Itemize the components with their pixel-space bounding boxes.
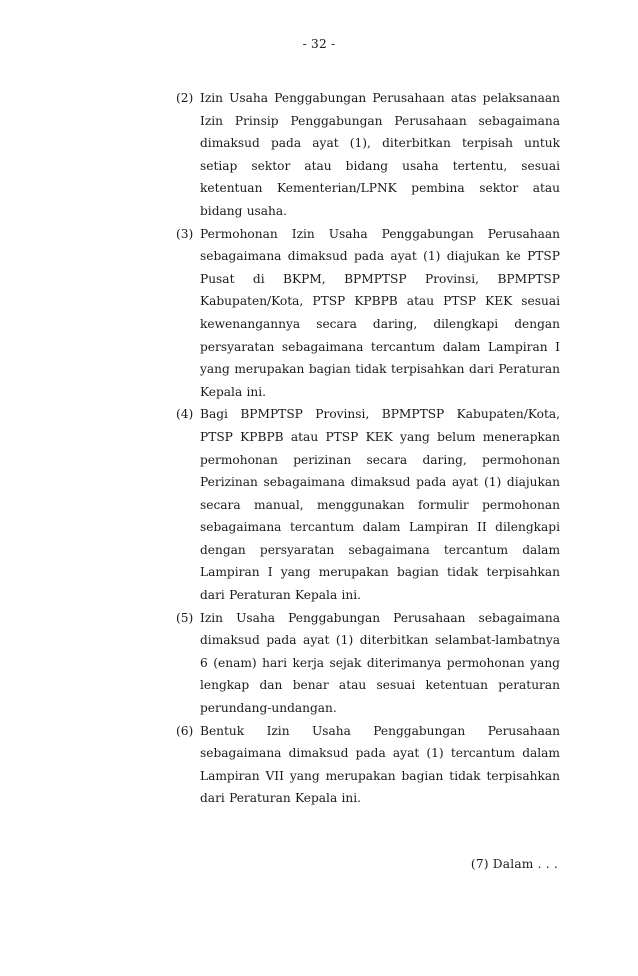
paragraph-2 — [176, 87, 560, 223]
next-page-reference: (7) Dalam . . . — [470, 857, 558, 871]
document-body — [176, 87, 560, 810]
paragraph-5 — [176, 607, 560, 720]
paragraph-number: (3) — [176, 226, 194, 241]
paragraph-number: (6) — [176, 723, 194, 738]
paragraph-text: Bentuk Izin Usaha Penggabungan Perusahaan sebagaimana dimaksud pada ayat (1) tercantum dalam Lampiran VII yang merupakan bagian tidak terpisahkan dari Peraturan Kepala ini. — [200, 723, 560, 806]
paragraph-number: (5) — [176, 610, 194, 625]
paragraph-number: (4) — [176, 407, 194, 422]
paragraph-number: (2) — [176, 91, 194, 105]
paragraph-text: Izin Usaha Penggabungan Perusahaan sebagaimana dimaksud pada ayat (1) diterbitkan selambat-lambatnya 6 (enam) hari kerja sejak diterimanya permohonan yang lengkap dan benar atau sesuai ketentuan peraturan perundang-undangan. — [200, 610, 560, 716]
paragraph-3 — [176, 223, 560, 404]
page-number: - 32 - — [302, 37, 336, 51]
paragraph-6 — [176, 720, 560, 810]
paragraph-text: Izin Usaha Penggabungan Perusahaan atas pelaksanaan Izin Prinsip Penggabungan Perusahaan sebagaimana dimaksud pada ayat (1), diterbitkan terpisah untuk setiap sektor atau bidang usaha tertentu, sesuai ketentuan Kementerian/LPNK pembina sektor atau bidang usaha. — [200, 91, 560, 218]
paragraph-text: Permohonan Izin Usaha Penggabungan Perusahaan sebagaimana dimaksud pada ayat (1) diajukan ke PTSP Pusat di BKPM, BPMPTSP Provinsi, BPMPTSP Kabupaten/Kota, PTSP KPBPB atau PTSP KEK sesuai kewenangannya secara daring, dilengkapi dengan persyaratan sebagaimana tercantum dalam Lampiran I yang merupakan bagian tidak terpisahkan dari Peraturan Kepala ini. — [200, 226, 560, 399]
paragraph-4 — [176, 403, 560, 606]
paragraph-text: Bagi BPMPTSP Provinsi, BPMPTSP Kabupaten/Kota, PTSP KPBPB atau PTSP KEK yang belum menerapkan permohonan perizinan secara daring, permohonan Perizinan sebagaimana dimaksud pada ayat (1) diajukan secara manual, menggunakan formulir permohonan sebagaimana tercantum dalam Lampiran II dilengkapi dengan persyaratan sebagaimana tercantum dalam Lampiran I yang merupakan bagian tidak terpisahkan dari Peraturan Kepala ini. — [200, 407, 560, 603]
